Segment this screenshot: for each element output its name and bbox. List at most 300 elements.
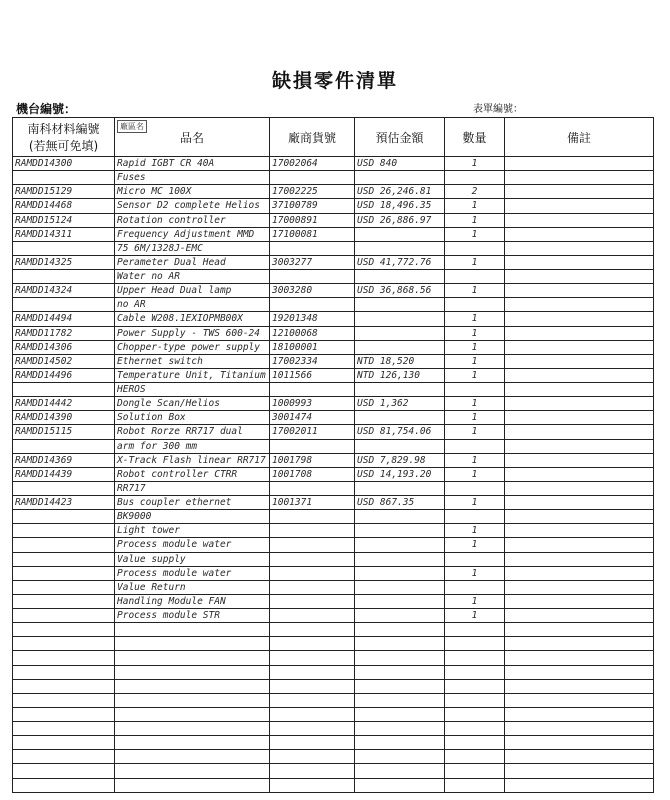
vendor-number-cell: [270, 298, 355, 312]
estimated-amount-cell: [355, 439, 445, 453]
table-row: [13, 284, 654, 298]
estimated-amount-cell: [355, 383, 445, 397]
quantity-cell: 1: [445, 199, 505, 213]
table-row: [13, 467, 654, 481]
vendor-number-cell: 17002011: [270, 425, 355, 439]
quantity-cell: [445, 764, 505, 778]
quantity-cell: 1: [445, 411, 505, 425]
note-cell: [505, 397, 654, 411]
item-name-cell: Dongle Scan/Helios: [115, 397, 270, 411]
quantity-cell: [445, 679, 505, 693]
material-code-cell: RAMDD14496: [13, 368, 115, 382]
header-quantity: 數量: [445, 118, 505, 157]
material-code-cell: RAMDD15129: [13, 185, 115, 199]
estimated-amount-cell: USD 867.35: [355, 496, 445, 510]
quantity-cell: [445, 637, 505, 651]
vendor-number-cell: [270, 241, 355, 255]
material-code-cell: RAMDD14369: [13, 453, 115, 467]
item-name-cell: Temperature Unit, Titanium: [115, 368, 270, 382]
table-row: [13, 693, 654, 707]
vendor-number-cell: [270, 481, 355, 495]
note-cell: [505, 383, 654, 397]
vendor-number-cell: 1001371: [270, 496, 355, 510]
vendor-number-cell: [270, 524, 355, 538]
table-row: [13, 778, 654, 793]
note-cell: [505, 439, 654, 453]
item-name-cell: BK9000: [115, 510, 270, 524]
vendor-number-cell: 3003277: [270, 255, 355, 269]
note-cell: [505, 453, 654, 467]
item-name-cell: 75 6M/1328J-EMC: [115, 241, 270, 255]
item-name-cell: Handling Module FAN: [115, 594, 270, 608]
vendor-number-cell: [270, 566, 355, 580]
estimated-amount-cell: [355, 510, 445, 524]
estimated-amount-cell: USD 14,193.20: [355, 467, 445, 481]
quantity-cell: [445, 580, 505, 594]
item-name-cell: [115, 778, 270, 793]
item-name-cell: Perameter Dual Head: [115, 255, 270, 269]
quantity-cell: 2: [445, 185, 505, 199]
header-estimated-amount: 預估金額: [355, 118, 445, 157]
item-name-cell: HEROS: [115, 383, 270, 397]
note-cell: [505, 736, 654, 750]
form-title: 缺損零件清單: [271, 70, 398, 92]
table-row: [13, 270, 654, 284]
table-row: [13, 368, 654, 382]
material-code-cell: [13, 623, 115, 637]
table-row: [13, 453, 654, 467]
item-name-cell: [115, 693, 270, 707]
quantity-cell: 1: [445, 157, 505, 171]
estimated-amount-cell: [355, 552, 445, 566]
table-row: [13, 651, 654, 665]
item-name-cell: Robot Rorze RR717 dual: [115, 425, 270, 439]
vendor-number-cell: [270, 736, 355, 750]
estimated-amount-cell: USD 7,829.98: [355, 453, 445, 467]
material-code-cell: [13, 722, 115, 736]
header-material-code-line2: (若無可免填): [28, 139, 99, 153]
estimated-amount-cell: [355, 707, 445, 721]
vendor-number-cell: 18100001: [270, 340, 355, 354]
vendor-number-cell: [270, 439, 355, 453]
item-name-cell: Frequency Adjustment MMD: [115, 227, 270, 241]
estimated-amount-cell: [355, 298, 445, 312]
material-code-cell: [13, 538, 115, 552]
quantity-cell: [445, 481, 505, 495]
estimated-amount-cell: [355, 665, 445, 679]
estimated-amount-cell: [355, 411, 445, 425]
material-code-cell: [13, 693, 115, 707]
note-cell: [505, 609, 654, 623]
estimated-amount-cell: USD 26,886.97: [355, 213, 445, 227]
machine-number-label: 機台編號：: [16, 102, 77, 116]
estimated-amount-cell: [355, 580, 445, 594]
item-name-cell: Rotation controller: [115, 213, 270, 227]
estimated-amount-cell: [355, 312, 445, 326]
vendor-number-cell: [270, 665, 355, 679]
item-name-cell: Value supply: [115, 552, 270, 566]
note-cell: [505, 496, 654, 510]
estimated-amount-cell: [355, 326, 445, 340]
vendor-number-cell: 19201348: [270, 312, 355, 326]
table-row: [13, 157, 654, 171]
item-name-cell: [115, 623, 270, 637]
vendor-number-cell: 37100789: [270, 199, 355, 213]
table-row: [13, 552, 654, 566]
quantity-cell: [445, 298, 505, 312]
estimated-amount-cell: [355, 270, 445, 284]
quantity-cell: 1: [445, 255, 505, 269]
note-cell: [505, 298, 654, 312]
table-row: [13, 566, 654, 580]
estimated-amount-cell: [355, 594, 445, 608]
material-code-cell: RAMDD14439: [13, 467, 115, 481]
note-cell: [505, 255, 654, 269]
quantity-cell: 1: [445, 354, 505, 368]
table-row: [13, 580, 654, 594]
vendor-number-cell: [270, 722, 355, 736]
table-row: [13, 383, 654, 397]
estimated-amount-cell: [355, 340, 445, 354]
note-cell: [505, 227, 654, 241]
table-row: [13, 326, 654, 340]
item-name-cell: Water no AR: [115, 270, 270, 284]
material-code-cell: RAMDD14300: [13, 157, 115, 171]
material-code-cell: RAMDD14494: [13, 312, 115, 326]
vendor-number-cell: [270, 270, 355, 284]
note-cell: [505, 368, 654, 382]
quantity-cell: 1: [445, 284, 505, 298]
table-row: [13, 481, 654, 495]
note-cell: [505, 580, 654, 594]
material-code-cell: [13, 750, 115, 764]
quantity-cell: [445, 736, 505, 750]
item-name-cell: Solution Box: [115, 411, 270, 425]
table-row: [13, 411, 654, 425]
quantity-cell: [445, 241, 505, 255]
item-name-cell: [115, 736, 270, 750]
table-row: [13, 707, 654, 721]
vendor-number-cell: [270, 764, 355, 778]
note-cell: [505, 693, 654, 707]
material-code-cell: [13, 637, 115, 651]
quantity-cell: [445, 623, 505, 637]
material-code-cell: [13, 778, 115, 793]
note-cell: [505, 524, 654, 538]
table-row: [13, 171, 654, 185]
quantity-cell: 1: [445, 594, 505, 608]
quantity-cell: [445, 750, 505, 764]
material-code-cell: [13, 609, 115, 623]
note-cell: [505, 425, 654, 439]
material-code-cell: [13, 665, 115, 679]
vendor-number-cell: [270, 552, 355, 566]
missing-parts-table: [12, 117, 654, 793]
quantity-cell: 1: [445, 425, 505, 439]
material-code-cell: RAMDD15124: [13, 213, 115, 227]
material-code-cell: [13, 298, 115, 312]
note-cell: [505, 722, 654, 736]
vendor-number-cell: [270, 637, 355, 651]
vendor-number-cell: [270, 171, 355, 185]
quantity-cell: 1: [445, 609, 505, 623]
note-cell: [505, 510, 654, 524]
table-row: [13, 665, 654, 679]
area-stamp: 廠區名: [117, 120, 147, 133]
vendor-number-cell: [270, 750, 355, 764]
table-row: [13, 609, 654, 623]
note-cell: [505, 481, 654, 495]
header-vendor-number: 廠商貨號: [270, 118, 355, 157]
estimated-amount-cell: [355, 566, 445, 580]
item-name-cell: Fuses: [115, 171, 270, 185]
estimated-amount-cell: NTD 18,520: [355, 354, 445, 368]
table-row: [13, 227, 654, 241]
quantity-cell: [445, 270, 505, 284]
estimated-amount-cell: [355, 241, 445, 255]
item-name-cell: arm for 300 mm: [115, 439, 270, 453]
table-row: [13, 736, 654, 750]
estimated-amount-cell: [355, 693, 445, 707]
quantity-cell: 1: [445, 326, 505, 340]
vendor-number-cell: [270, 580, 355, 594]
item-name-cell: Process module STR: [115, 609, 270, 623]
vendor-number-cell: [270, 651, 355, 665]
table-row: [13, 185, 654, 199]
table-row: [13, 298, 654, 312]
note-cell: [505, 185, 654, 199]
vendor-number-cell: 17002225: [270, 185, 355, 199]
item-name-cell: Process module water: [115, 566, 270, 580]
note-cell: [505, 778, 654, 793]
table-body: [13, 157, 654, 793]
quantity-cell: 1: [445, 227, 505, 241]
table-row: [13, 764, 654, 778]
item-name-cell: no AR: [115, 298, 270, 312]
vendor-number-cell: 1001708: [270, 467, 355, 481]
estimated-amount-cell: [355, 538, 445, 552]
header-item-name: [115, 118, 270, 157]
estimated-amount-cell: [355, 623, 445, 637]
material-code-cell: [13, 241, 115, 255]
note-cell: [505, 552, 654, 566]
vendor-number-cell: [270, 510, 355, 524]
item-name-cell: [115, 637, 270, 651]
vendor-number-cell: [270, 693, 355, 707]
note-cell: [505, 284, 654, 298]
estimated-amount-cell: USD 36,868.56: [355, 284, 445, 298]
table-row: [13, 679, 654, 693]
item-name-cell: Chopper-type power supply: [115, 340, 270, 354]
quantity-cell: 1: [445, 397, 505, 411]
item-name-cell: Robot controller CTRR: [115, 467, 270, 481]
item-name-cell: [115, 764, 270, 778]
vendor-number-cell: [270, 383, 355, 397]
item-name-cell: Light tower: [115, 524, 270, 538]
item-name-cell: [115, 750, 270, 764]
estimated-amount-cell: [355, 764, 445, 778]
estimated-amount-cell: [355, 227, 445, 241]
estimated-amount-cell: USD 81,754.06: [355, 425, 445, 439]
table-row: [13, 722, 654, 736]
material-code-cell: [13, 764, 115, 778]
material-code-cell: [13, 171, 115, 185]
material-code-cell: [13, 524, 115, 538]
note-cell: [505, 707, 654, 721]
estimated-amount-cell: NTD 126,130: [355, 368, 445, 382]
quantity-cell: [445, 707, 505, 721]
form-number-label: 表單編號：: [473, 104, 523, 115]
material-code-cell: RAMDD14306: [13, 340, 115, 354]
note-cell: [505, 411, 654, 425]
table-header-row: [13, 118, 654, 157]
quantity-cell: [445, 665, 505, 679]
quantity-cell: 1: [445, 312, 505, 326]
material-code-cell: [13, 580, 115, 594]
estimated-amount-cell: [355, 679, 445, 693]
vendor-number-cell: [270, 594, 355, 608]
vendor-number-cell: 17100081: [270, 227, 355, 241]
material-code-cell: [13, 651, 115, 665]
estimated-amount-cell: USD 1,362: [355, 397, 445, 411]
estimated-amount-cell: USD 840: [355, 157, 445, 171]
material-code-cell: [13, 736, 115, 750]
item-name-cell: [115, 722, 270, 736]
note-cell: [505, 764, 654, 778]
item-name-cell: Sensor D2 complete Helios: [115, 199, 270, 213]
item-name-cell: X-Track Flash linear RR717: [115, 453, 270, 467]
estimated-amount-cell: [355, 651, 445, 665]
material-code-cell: RAMDD14324: [13, 284, 115, 298]
table-row: [13, 439, 654, 453]
material-code-cell: [13, 566, 115, 580]
vendor-number-cell: [270, 707, 355, 721]
material-code-cell: [13, 270, 115, 284]
table-row: [13, 255, 654, 269]
note-cell: [505, 199, 654, 213]
header-note: 備註: [505, 118, 654, 157]
quantity-cell: [445, 651, 505, 665]
material-code-cell: [13, 594, 115, 608]
quantity-cell: [445, 510, 505, 524]
table-row: [13, 397, 654, 411]
table-row: [13, 496, 654, 510]
table-row: [13, 425, 654, 439]
quantity-cell: 1: [445, 213, 505, 227]
material-code-cell: RAMDD11782: [13, 326, 115, 340]
quantity-cell: 1: [445, 496, 505, 510]
item-name-cell: Upper Head Dual lamp: [115, 284, 270, 298]
vendor-number-cell: [270, 538, 355, 552]
item-name-cell: Cable W208.1EXIOPMB00X: [115, 312, 270, 326]
header-material-code-line1: 南科材料編號: [27, 122, 100, 136]
quantity-cell: [445, 439, 505, 453]
material-code-cell: RAMDD14423: [13, 496, 115, 510]
table-row: [13, 524, 654, 538]
estimated-amount-cell: [355, 722, 445, 736]
note-cell: [505, 623, 654, 637]
note-cell: [505, 340, 654, 354]
item-name-cell: Process module water: [115, 538, 270, 552]
quantity-cell: [445, 383, 505, 397]
item-name-cell: RR717: [115, 481, 270, 495]
header-material-code: [13, 118, 115, 157]
quantity-cell: 1: [445, 524, 505, 538]
vendor-number-cell: 1001798: [270, 453, 355, 467]
estimated-amount-cell: [355, 171, 445, 185]
table-row: [13, 538, 654, 552]
note-cell: [505, 665, 654, 679]
table-row: [13, 312, 654, 326]
estimated-amount-cell: [355, 736, 445, 750]
note-cell: [505, 157, 654, 171]
note-cell: [505, 750, 654, 764]
note-cell: [505, 213, 654, 227]
vendor-number-cell: 1011566: [270, 368, 355, 382]
quantity-cell: 1: [445, 467, 505, 481]
table-row: [13, 594, 654, 608]
vendor-number-cell: [270, 623, 355, 637]
note-cell: [505, 270, 654, 284]
estimated-amount-cell: [355, 609, 445, 623]
vendor-number-cell: [270, 778, 355, 793]
vendor-number-cell: 17002064: [270, 157, 355, 171]
material-code-cell: [13, 552, 115, 566]
quantity-cell: 1: [445, 453, 505, 467]
note-cell: [505, 651, 654, 665]
estimated-amount-cell: USD 41,772.76: [355, 255, 445, 269]
item-name-cell: [115, 665, 270, 679]
vendor-number-cell: 3003280: [270, 284, 355, 298]
table-row: [13, 623, 654, 637]
vendor-number-cell: [270, 679, 355, 693]
vendor-number-cell: [270, 609, 355, 623]
material-code-cell: [13, 510, 115, 524]
estimated-amount-cell: [355, 637, 445, 651]
quantity-cell: [445, 552, 505, 566]
vendor-number-cell: 12100068: [270, 326, 355, 340]
material-code-cell: [13, 679, 115, 693]
material-code-cell: RAMDD14502: [13, 354, 115, 368]
material-code-cell: [13, 383, 115, 397]
table-row: [13, 750, 654, 764]
item-name-cell: Rapid IGBT CR 40A: [115, 157, 270, 171]
material-code-cell: RAMDD15115: [13, 425, 115, 439]
table-row: [13, 637, 654, 651]
material-code-cell: RAMDD14468: [13, 199, 115, 213]
vendor-number-cell: 17000891: [270, 213, 355, 227]
vendor-number-cell: 3001474: [270, 411, 355, 425]
material-code-cell: RAMDD14442: [13, 397, 115, 411]
quantity-cell: [445, 722, 505, 736]
quantity-cell: [445, 171, 505, 185]
material-code-cell: RAMDD14390: [13, 411, 115, 425]
quantity-cell: 1: [445, 368, 505, 382]
note-cell: [505, 538, 654, 552]
quantity-cell: 1: [445, 566, 505, 580]
note-cell: [505, 594, 654, 608]
note-cell: [505, 679, 654, 693]
table-row: [13, 340, 654, 354]
note-cell: [505, 171, 654, 185]
item-name-cell: Bus coupler ethernet: [115, 496, 270, 510]
note-cell: [505, 566, 654, 580]
estimated-amount-cell: [355, 778, 445, 793]
table-row: [13, 354, 654, 368]
quantity-cell: 1: [445, 340, 505, 354]
note-cell: [505, 312, 654, 326]
estimated-amount-cell: USD 26,246.81: [355, 185, 445, 199]
